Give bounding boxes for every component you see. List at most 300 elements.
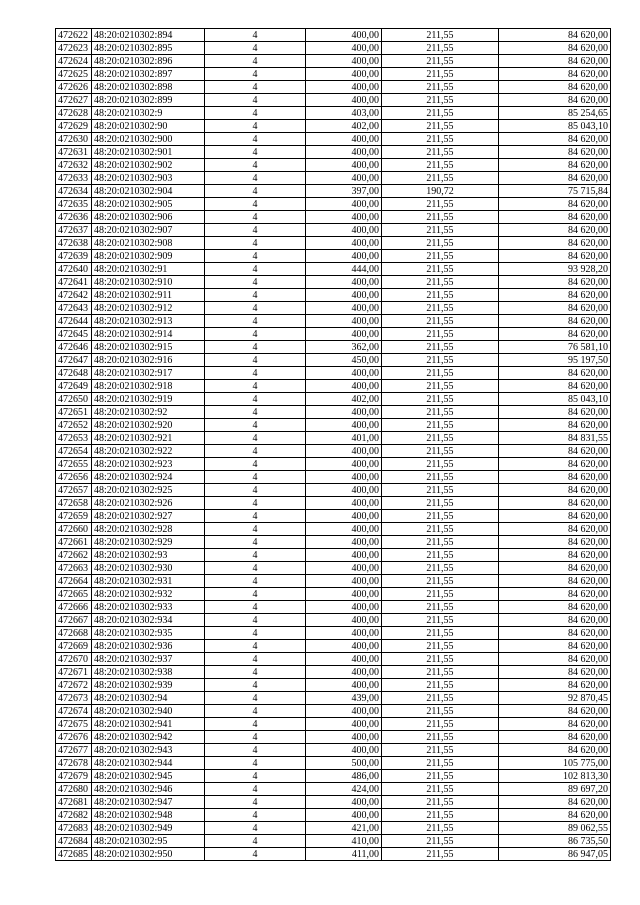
category-code-cell: 4	[205, 146, 306, 159]
area-cell: 400,00	[306, 198, 382, 211]
value-cell: 85 254,65	[499, 107, 611, 120]
area-cell: 500,00	[306, 757, 382, 770]
rate-cell: 211,55	[382, 354, 499, 367]
row-number-cell: 472635	[56, 198, 92, 211]
row-number-cell: 472656	[56, 471, 92, 484]
table-row	[56, 94, 611, 107]
cadastral-number-cell: 48:20:0210302:929	[92, 536, 205, 549]
category-code-cell: 4	[205, 731, 306, 744]
cadastral-number-cell: 48:20:0210302:937	[92, 653, 205, 666]
table-row	[56, 640, 611, 653]
table-row	[56, 822, 611, 835]
area-cell: 400,00	[306, 562, 382, 575]
table-row	[56, 211, 611, 224]
area-cell: 400,00	[306, 367, 382, 380]
value-cell: 84 620,00	[499, 640, 611, 653]
row-number-cell: 472642	[56, 289, 92, 302]
category-code-cell: 4	[205, 328, 306, 341]
table-row	[56, 497, 611, 510]
value-cell: 84 620,00	[499, 445, 611, 458]
category-code-cell: 4	[205, 822, 306, 835]
cadastral-number-cell: 48:20:0210302:92	[92, 406, 205, 419]
rate-cell: 211,55	[382, 133, 499, 146]
row-number-cell: 472672	[56, 679, 92, 692]
value-cell: 84 620,00	[499, 796, 611, 809]
table-row	[56, 523, 611, 536]
value-cell: 84 620,00	[499, 575, 611, 588]
area-cell: 400,00	[306, 302, 382, 315]
table-row	[56, 406, 611, 419]
value-cell: 84 620,00	[499, 627, 611, 640]
cadastral-number-cell: 48:20:0210302:944	[92, 757, 205, 770]
rate-cell: 211,55	[382, 237, 499, 250]
rate-cell: 211,55	[382, 731, 499, 744]
category-code-cell: 4	[205, 770, 306, 783]
cadastral-number-cell: 48:20:0210302:901	[92, 146, 205, 159]
row-number-cell: 472647	[56, 354, 92, 367]
value-cell: 84 620,00	[499, 731, 611, 744]
value-cell: 84 620,00	[499, 81, 611, 94]
row-number-cell: 472681	[56, 796, 92, 809]
table-row	[56, 68, 611, 81]
category-code-cell: 4	[205, 588, 306, 601]
row-number-cell: 472623	[56, 42, 92, 55]
cadastral-number-cell: 48:20:0210302:913	[92, 315, 205, 328]
category-code-cell: 4	[205, 809, 306, 822]
rate-cell: 211,55	[382, 29, 499, 42]
category-code-cell: 4	[205, 575, 306, 588]
area-cell: 400,00	[306, 718, 382, 731]
category-code-cell: 4	[205, 796, 306, 809]
row-number-cell: 472645	[56, 328, 92, 341]
table-row	[56, 55, 611, 68]
table-row	[56, 172, 611, 185]
value-cell: 85 043,10	[499, 120, 611, 133]
category-code-cell: 4	[205, 185, 306, 198]
table-row	[56, 367, 611, 380]
cadastral-number-cell: 48:20:0210302:932	[92, 588, 205, 601]
row-number-cell: 472651	[56, 406, 92, 419]
rate-cell: 211,55	[382, 497, 499, 510]
table-row	[56, 562, 611, 575]
row-number-cell: 472665	[56, 588, 92, 601]
cadastral-number-cell: 48:20:0210302:935	[92, 627, 205, 640]
area-cell: 400,00	[306, 81, 382, 94]
value-cell: 84 620,00	[499, 29, 611, 42]
row-number-cell: 472652	[56, 419, 92, 432]
row-number-cell: 472649	[56, 380, 92, 393]
rate-cell: 211,55	[382, 484, 499, 497]
row-number-cell: 472667	[56, 614, 92, 627]
rate-cell: 211,55	[382, 692, 499, 705]
row-number-cell: 472661	[56, 536, 92, 549]
cadastral-number-cell: 48:20:0210302:926	[92, 497, 205, 510]
row-number-cell: 472643	[56, 302, 92, 315]
cadastral-number-cell: 48:20:0210302:942	[92, 731, 205, 744]
table-row	[56, 224, 611, 237]
value-cell: 84 620,00	[499, 471, 611, 484]
area-cell: 400,00	[306, 627, 382, 640]
row-number-cell: 472669	[56, 640, 92, 653]
rate-cell: 211,55	[382, 471, 499, 484]
value-cell: 84 620,00	[499, 289, 611, 302]
table-row	[56, 302, 611, 315]
value-cell: 95 197,50	[499, 354, 611, 367]
rate-cell: 190,72	[382, 185, 499, 198]
area-cell: 400,00	[306, 666, 382, 679]
cadastral-number-cell: 48:20:0210302:920	[92, 419, 205, 432]
table-row	[56, 718, 611, 731]
rate-cell: 211,55	[382, 601, 499, 614]
category-code-cell: 4	[205, 341, 306, 354]
value-cell: 84 620,00	[499, 328, 611, 341]
category-code-cell: 4	[205, 640, 306, 653]
cadastral-number-cell: 48:20:0210302:900	[92, 133, 205, 146]
cadastral-number-cell: 48:20:0210302:924	[92, 471, 205, 484]
area-cell: 402,00	[306, 393, 382, 406]
value-cell: 84 620,00	[499, 601, 611, 614]
table-row	[56, 484, 611, 497]
cadastral-number-cell: 48:20:0210302:945	[92, 770, 205, 783]
cadastral-number-cell: 48:20:0210302:933	[92, 601, 205, 614]
value-cell: 84 620,00	[499, 458, 611, 471]
value-cell: 84 620,00	[499, 549, 611, 562]
row-number-cell: 472639	[56, 250, 92, 263]
area-cell: 400,00	[306, 172, 382, 185]
rate-cell: 211,55	[382, 562, 499, 575]
category-code-cell: 4	[205, 42, 306, 55]
row-number-cell: 472641	[56, 276, 92, 289]
value-cell: 84 620,00	[499, 562, 611, 575]
cadastral-number-cell: 48:20:0210302:917	[92, 367, 205, 380]
table-row	[56, 575, 611, 588]
cadastral-number-cell: 48:20:0210302:908	[92, 237, 205, 250]
table-row	[56, 549, 611, 562]
area-cell: 400,00	[306, 809, 382, 822]
category-code-cell: 4	[205, 380, 306, 393]
value-cell: 84 620,00	[499, 484, 611, 497]
cadastral-number-cell: 48:20:0210302:898	[92, 81, 205, 94]
rate-cell: 211,55	[382, 835, 499, 848]
area-cell: 400,00	[306, 536, 382, 549]
rate-cell: 211,55	[382, 146, 499, 159]
category-code-cell: 4	[205, 237, 306, 250]
value-cell: 105 775,00	[499, 757, 611, 770]
cadastral-number-cell: 48:20:0210302:940	[92, 705, 205, 718]
table-row	[56, 445, 611, 458]
rate-cell: 211,55	[382, 653, 499, 666]
category-code-cell: 4	[205, 627, 306, 640]
rate-cell: 211,55	[382, 809, 499, 822]
table-row	[56, 159, 611, 172]
cadastral-number-cell: 48:20:0210302:925	[92, 484, 205, 497]
value-cell: 84 620,00	[499, 276, 611, 289]
rate-cell: 211,55	[382, 328, 499, 341]
area-cell: 400,00	[306, 744, 382, 757]
value-cell: 84 620,00	[499, 744, 611, 757]
cadastral-number-cell: 48:20:0210302:947	[92, 796, 205, 809]
category-code-cell: 4	[205, 718, 306, 731]
value-cell: 84 620,00	[499, 211, 611, 224]
table-row	[56, 731, 611, 744]
area-cell: 400,00	[306, 679, 382, 692]
value-cell: 84 620,00	[499, 523, 611, 536]
rate-cell: 211,55	[382, 315, 499, 328]
category-code-cell: 4	[205, 549, 306, 562]
value-cell: 84 620,00	[499, 705, 611, 718]
rate-cell: 211,55	[382, 666, 499, 679]
table-row	[56, 393, 611, 406]
area-cell: 450,00	[306, 354, 382, 367]
category-code-cell: 4	[205, 484, 306, 497]
cadastral-number-cell: 48:20:0210302:936	[92, 640, 205, 653]
cadastral-number-cell: 48:20:0210302:904	[92, 185, 205, 198]
area-cell: 400,00	[306, 237, 382, 250]
cadastral-number-cell: 48:20:0210302:95	[92, 835, 205, 848]
rate-cell: 211,55	[382, 796, 499, 809]
rate-cell: 211,55	[382, 224, 499, 237]
rate-cell: 211,55	[382, 510, 499, 523]
table-row	[56, 679, 611, 692]
rate-cell: 211,55	[382, 419, 499, 432]
table-row	[56, 770, 611, 783]
table-row	[56, 653, 611, 666]
cadastral-number-cell: 48:20:0210302:931	[92, 575, 205, 588]
area-cell: 400,00	[306, 211, 382, 224]
value-cell: 84 620,00	[499, 250, 611, 263]
category-code-cell: 4	[205, 666, 306, 679]
area-cell: 400,00	[306, 315, 382, 328]
value-cell: 84 620,00	[499, 237, 611, 250]
row-number-cell: 472684	[56, 835, 92, 848]
category-code-cell: 4	[205, 94, 306, 107]
rate-cell: 211,55	[382, 783, 499, 796]
cadastral-number-cell: 48:20:0210302:903	[92, 172, 205, 185]
area-cell: 397,00	[306, 185, 382, 198]
row-number-cell: 472629	[56, 120, 92, 133]
rate-cell: 211,55	[382, 432, 499, 445]
rate-cell: 211,55	[382, 341, 499, 354]
row-number-cell: 472666	[56, 601, 92, 614]
rate-cell: 211,55	[382, 406, 499, 419]
table-row	[56, 627, 611, 640]
rate-cell: 211,55	[382, 302, 499, 315]
category-code-cell: 4	[205, 107, 306, 120]
area-cell: 444,00	[306, 263, 382, 276]
category-code-cell: 4	[205, 614, 306, 627]
rate-cell: 211,55	[382, 679, 499, 692]
category-code-cell: 4	[205, 536, 306, 549]
value-cell: 84 620,00	[499, 68, 611, 81]
cadastral-number-cell: 48:20:0210302:949	[92, 822, 205, 835]
category-code-cell: 4	[205, 835, 306, 848]
rate-cell: 211,55	[382, 107, 499, 120]
rate-cell: 211,55	[382, 523, 499, 536]
cadastral-number-cell: 48:20:0210302:94	[92, 692, 205, 705]
value-cell: 84 620,00	[499, 588, 611, 601]
category-code-cell: 4	[205, 120, 306, 133]
area-cell: 400,00	[306, 549, 382, 562]
row-number-cell: 472660	[56, 523, 92, 536]
row-number-cell: 472624	[56, 55, 92, 68]
rate-cell: 211,55	[382, 575, 499, 588]
value-cell: 92 870,45	[499, 692, 611, 705]
rate-cell: 211,55	[382, 744, 499, 757]
area-cell: 400,00	[306, 42, 382, 55]
table-row	[56, 692, 611, 705]
rate-cell: 211,55	[382, 770, 499, 783]
category-code-cell: 4	[205, 783, 306, 796]
area-cell: 400,00	[306, 250, 382, 263]
row-number-cell: 472633	[56, 172, 92, 185]
rate-cell: 211,55	[382, 263, 499, 276]
rate-cell: 211,55	[382, 55, 499, 68]
category-code-cell: 4	[205, 172, 306, 185]
cadastral-number-cell: 48:20:0210302:911	[92, 289, 205, 302]
row-number-cell: 472631	[56, 146, 92, 159]
row-number-cell: 472673	[56, 692, 92, 705]
value-cell: 75 715,84	[499, 185, 611, 198]
rate-cell: 211,55	[382, 367, 499, 380]
table-row	[56, 705, 611, 718]
row-number-cell: 472627	[56, 94, 92, 107]
row-number-cell: 472625	[56, 68, 92, 81]
rate-cell: 211,55	[382, 445, 499, 458]
category-code-cell: 4	[205, 289, 306, 302]
table-row	[56, 81, 611, 94]
rate-cell: 211,55	[382, 172, 499, 185]
row-number-cell: 472654	[56, 445, 92, 458]
rate-cell: 211,55	[382, 42, 499, 55]
row-number-cell: 472664	[56, 575, 92, 588]
row-number-cell: 472630	[56, 133, 92, 146]
table-row	[56, 848, 611, 861]
row-number-cell: 472682	[56, 809, 92, 822]
area-cell: 403,00	[306, 107, 382, 120]
table-row	[56, 185, 611, 198]
category-code-cell: 4	[205, 432, 306, 445]
rate-cell: 211,55	[382, 81, 499, 94]
category-code-cell: 4	[205, 211, 306, 224]
cadastral-number-cell: 48:20:0210302:899	[92, 94, 205, 107]
category-code-cell: 4	[205, 705, 306, 718]
table-row	[56, 29, 611, 42]
category-code-cell: 4	[205, 276, 306, 289]
area-cell: 402,00	[306, 120, 382, 133]
cadastral-number-cell: 48:20:0210302:914	[92, 328, 205, 341]
value-cell: 84 620,00	[499, 315, 611, 328]
table-row	[56, 510, 611, 523]
table-row	[56, 146, 611, 159]
rate-cell: 211,55	[382, 848, 499, 861]
cadastral-number-cell: 48:20:0210302:9	[92, 107, 205, 120]
area-cell: 400,00	[306, 458, 382, 471]
category-code-cell: 4	[205, 315, 306, 328]
cadastral-number-cell: 48:20:0210302:928	[92, 523, 205, 536]
cadastral-number-cell: 48:20:0210302:895	[92, 42, 205, 55]
table-row	[56, 601, 611, 614]
area-cell: 400,00	[306, 328, 382, 341]
cadastral-number-cell: 48:20:0210302:909	[92, 250, 205, 263]
value-cell: 84 620,00	[499, 133, 611, 146]
category-code-cell: 4	[205, 354, 306, 367]
area-cell: 400,00	[306, 601, 382, 614]
category-code-cell: 4	[205, 250, 306, 263]
value-cell: 84 620,00	[499, 497, 611, 510]
table-row	[56, 419, 611, 432]
category-code-cell: 4	[205, 848, 306, 861]
row-number-cell: 472640	[56, 263, 92, 276]
rate-cell: 211,55	[382, 250, 499, 263]
area-cell: 362,00	[306, 341, 382, 354]
cadastral-number-cell: 48:20:0210302:934	[92, 614, 205, 627]
value-cell: 102 813,30	[499, 770, 611, 783]
area-cell: 400,00	[306, 640, 382, 653]
area-cell: 400,00	[306, 276, 382, 289]
rate-cell: 211,55	[382, 458, 499, 471]
category-code-cell: 4	[205, 81, 306, 94]
row-number-cell: 472685	[56, 848, 92, 861]
area-cell: 400,00	[306, 471, 382, 484]
category-code-cell: 4	[205, 601, 306, 614]
table-row	[56, 120, 611, 133]
row-number-cell: 472648	[56, 367, 92, 380]
value-cell: 84 620,00	[499, 94, 611, 107]
rate-cell: 211,55	[382, 159, 499, 172]
rate-cell: 211,55	[382, 380, 499, 393]
cadastral-number-cell: 48:20:0210302:918	[92, 380, 205, 393]
value-cell: 84 620,00	[499, 55, 611, 68]
category-code-cell: 4	[205, 29, 306, 42]
value-cell: 84 620,00	[499, 809, 611, 822]
rate-cell: 211,55	[382, 614, 499, 627]
table-row	[56, 471, 611, 484]
table-row	[56, 42, 611, 55]
category-code-cell: 4	[205, 471, 306, 484]
row-number-cell: 472677	[56, 744, 92, 757]
area-cell: 400,00	[306, 614, 382, 627]
cadastral-number-cell: 48:20:0210302:93	[92, 549, 205, 562]
value-cell: 84 620,00	[499, 198, 611, 211]
category-code-cell: 4	[205, 692, 306, 705]
category-code-cell: 4	[205, 523, 306, 536]
row-number-cell: 472653	[56, 432, 92, 445]
cadastral-number-cell: 48:20:0210302:907	[92, 224, 205, 237]
area-cell: 410,00	[306, 835, 382, 848]
category-code-cell: 4	[205, 224, 306, 237]
area-cell: 400,00	[306, 497, 382, 510]
table-row	[56, 198, 611, 211]
value-cell: 84 620,00	[499, 367, 611, 380]
row-number-cell: 472636	[56, 211, 92, 224]
category-code-cell: 4	[205, 133, 306, 146]
row-number-cell: 472634	[56, 185, 92, 198]
row-number-cell: 472671	[56, 666, 92, 679]
row-number-cell: 472662	[56, 549, 92, 562]
value-cell: 84 620,00	[499, 614, 611, 627]
category-code-cell: 4	[205, 497, 306, 510]
area-cell: 400,00	[306, 523, 382, 536]
table-row	[56, 341, 611, 354]
value-cell: 89 062,55	[499, 822, 611, 835]
cadastral-number-cell: 48:20:0210302:916	[92, 354, 205, 367]
table-body	[56, 29, 611, 861]
category-code-cell: 4	[205, 263, 306, 276]
rate-cell: 211,55	[382, 549, 499, 562]
cadastral-number-cell: 48:20:0210302:912	[92, 302, 205, 315]
table-row	[56, 614, 611, 627]
table-row	[56, 315, 611, 328]
